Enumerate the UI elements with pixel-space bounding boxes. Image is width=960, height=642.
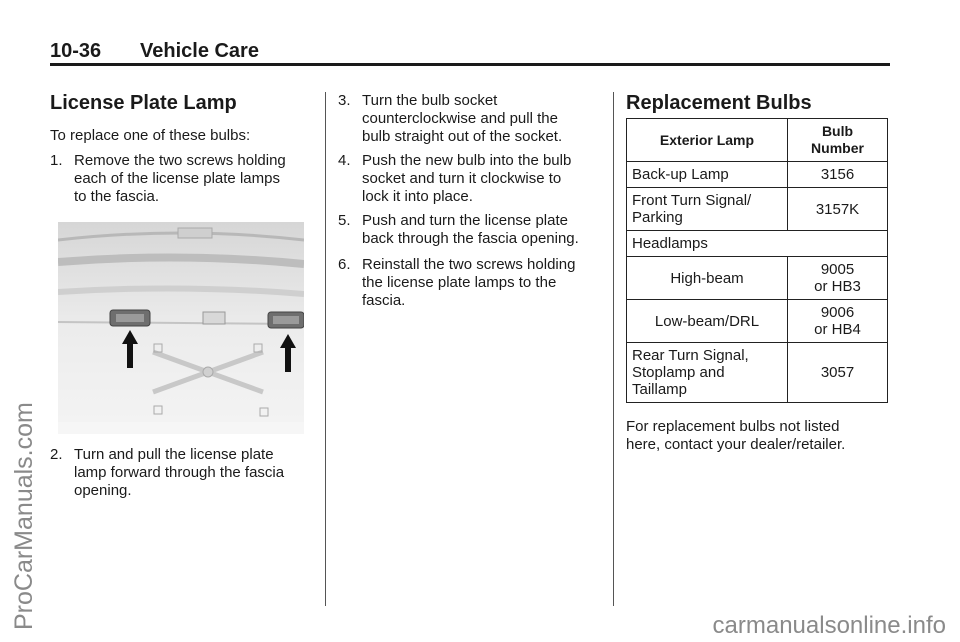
step-line: each of the license plate lamps <box>74 170 280 187</box>
bulb-cell <box>788 300 888 343</box>
table-row <box>627 300 888 343</box>
bulb-line: or HB3 <box>814 278 861 295</box>
bulb-line: or HB4 <box>814 321 861 338</box>
step-line: bulb straight out of the socket. <box>362 128 563 145</box>
lamp-line: Stoplamp and <box>632 364 725 381</box>
lamp-cell: High-beam <box>627 257 788 300</box>
step-line: Reinstall the two screws holding <box>362 256 576 273</box>
section-title: Vehicle Care <box>140 40 259 62</box>
lamp-line: Parking <box>632 209 683 226</box>
page-number: 10-36 <box>50 40 102 62</box>
step-line: the license plate lamps to the <box>362 274 557 291</box>
step-number: 5. <box>338 212 351 229</box>
fascia-drawing <box>58 222 304 434</box>
lamp-line: Rear Turn Signal, <box>632 347 749 364</box>
column-header-bulb-number <box>788 119 888 162</box>
replacement-bulbs-table <box>626 118 888 403</box>
step-line: Turn and pull the license plate <box>74 446 274 463</box>
left-lamp-lens <box>116 314 144 322</box>
step-line: Remove the two screws holding <box>74 152 286 169</box>
replacement-note <box>626 418 896 454</box>
header-line: Number <box>811 140 864 156</box>
intro-text: To replace one of these bulbs: <box>50 127 251 144</box>
replacement-bulbs-heading: Replacement Bulbs <box>626 92 812 114</box>
table-row <box>627 188 888 231</box>
bulb-cell <box>788 257 888 300</box>
license-plate-lamp-heading: License Plate Lamp <box>50 92 237 114</box>
step-line: fascia. <box>362 292 406 309</box>
step-line: socket and turn it clockwise to <box>362 170 562 187</box>
table-row <box>627 257 888 300</box>
table-header-row <box>627 119 888 162</box>
header-line: Bulb <box>821 123 854 139</box>
step-number: 2. <box>50 446 63 463</box>
bottom-fade <box>58 422 304 434</box>
bulb-line: 9005 <box>820 261 855 278</box>
step-line: back through the fascia opening. <box>362 230 579 247</box>
lamp-cell <box>627 343 788 403</box>
step-line: opening. <box>74 482 132 499</box>
bulb-line: 9006 <box>820 304 855 321</box>
right-lamp-lens <box>273 316 299 324</box>
lamp-cell <box>627 188 788 231</box>
lamp-line: Front Turn Signal/ <box>632 192 752 209</box>
table-row <box>627 162 888 188</box>
bulb-cell: 3156 <box>788 162 888 188</box>
lamp-line: Taillamp <box>632 381 688 398</box>
step-number: 4. <box>338 152 351 169</box>
side-watermark: ProCarManuals.com <box>10 402 38 630</box>
bulb-cell: 3157K <box>788 188 888 231</box>
license-plate-lamp-illustration <box>58 222 304 434</box>
step-number: 3. <box>338 92 351 109</box>
table-row <box>627 231 888 257</box>
bulb-cell: 3057 <box>788 343 888 403</box>
lamp-cell: Back-up Lamp <box>627 162 788 188</box>
step-line: lamp forward through the fascia <box>74 464 285 481</box>
center-clip <box>203 312 225 324</box>
step-line: Turn the bulb socket <box>362 92 498 109</box>
step-line: Push and turn the license plate <box>362 212 568 229</box>
top-tab <box>178 228 212 238</box>
step-number: 6. <box>338 256 351 273</box>
page-header <box>50 38 890 68</box>
headlamps-group-cell: Headlamps <box>627 231 888 257</box>
column-header-exterior-lamp: Exterior Lamp <box>627 119 788 162</box>
column-divider-1 <box>325 92 326 606</box>
bottom-watermark: carmanualsonline.info <box>712 612 946 639</box>
note-line: here, contact your dealer/retailer. <box>626 436 846 453</box>
header-rule <box>50 63 890 66</box>
step-line: counterclockwise and pull the <box>362 110 558 127</box>
note-line: For replacement bulbs not listed <box>626 418 840 435</box>
lamp-cell: Low-beam/DRL <box>627 300 788 343</box>
step-line: lock it into place. <box>362 188 473 205</box>
table-row <box>627 343 888 403</box>
step-number: 1. <box>50 152 63 169</box>
step-line: to the fascia. <box>74 188 160 205</box>
column-divider-2 <box>613 92 614 606</box>
step-line: Push the new bulb into the bulb <box>362 152 572 169</box>
brace-center <box>203 367 213 377</box>
